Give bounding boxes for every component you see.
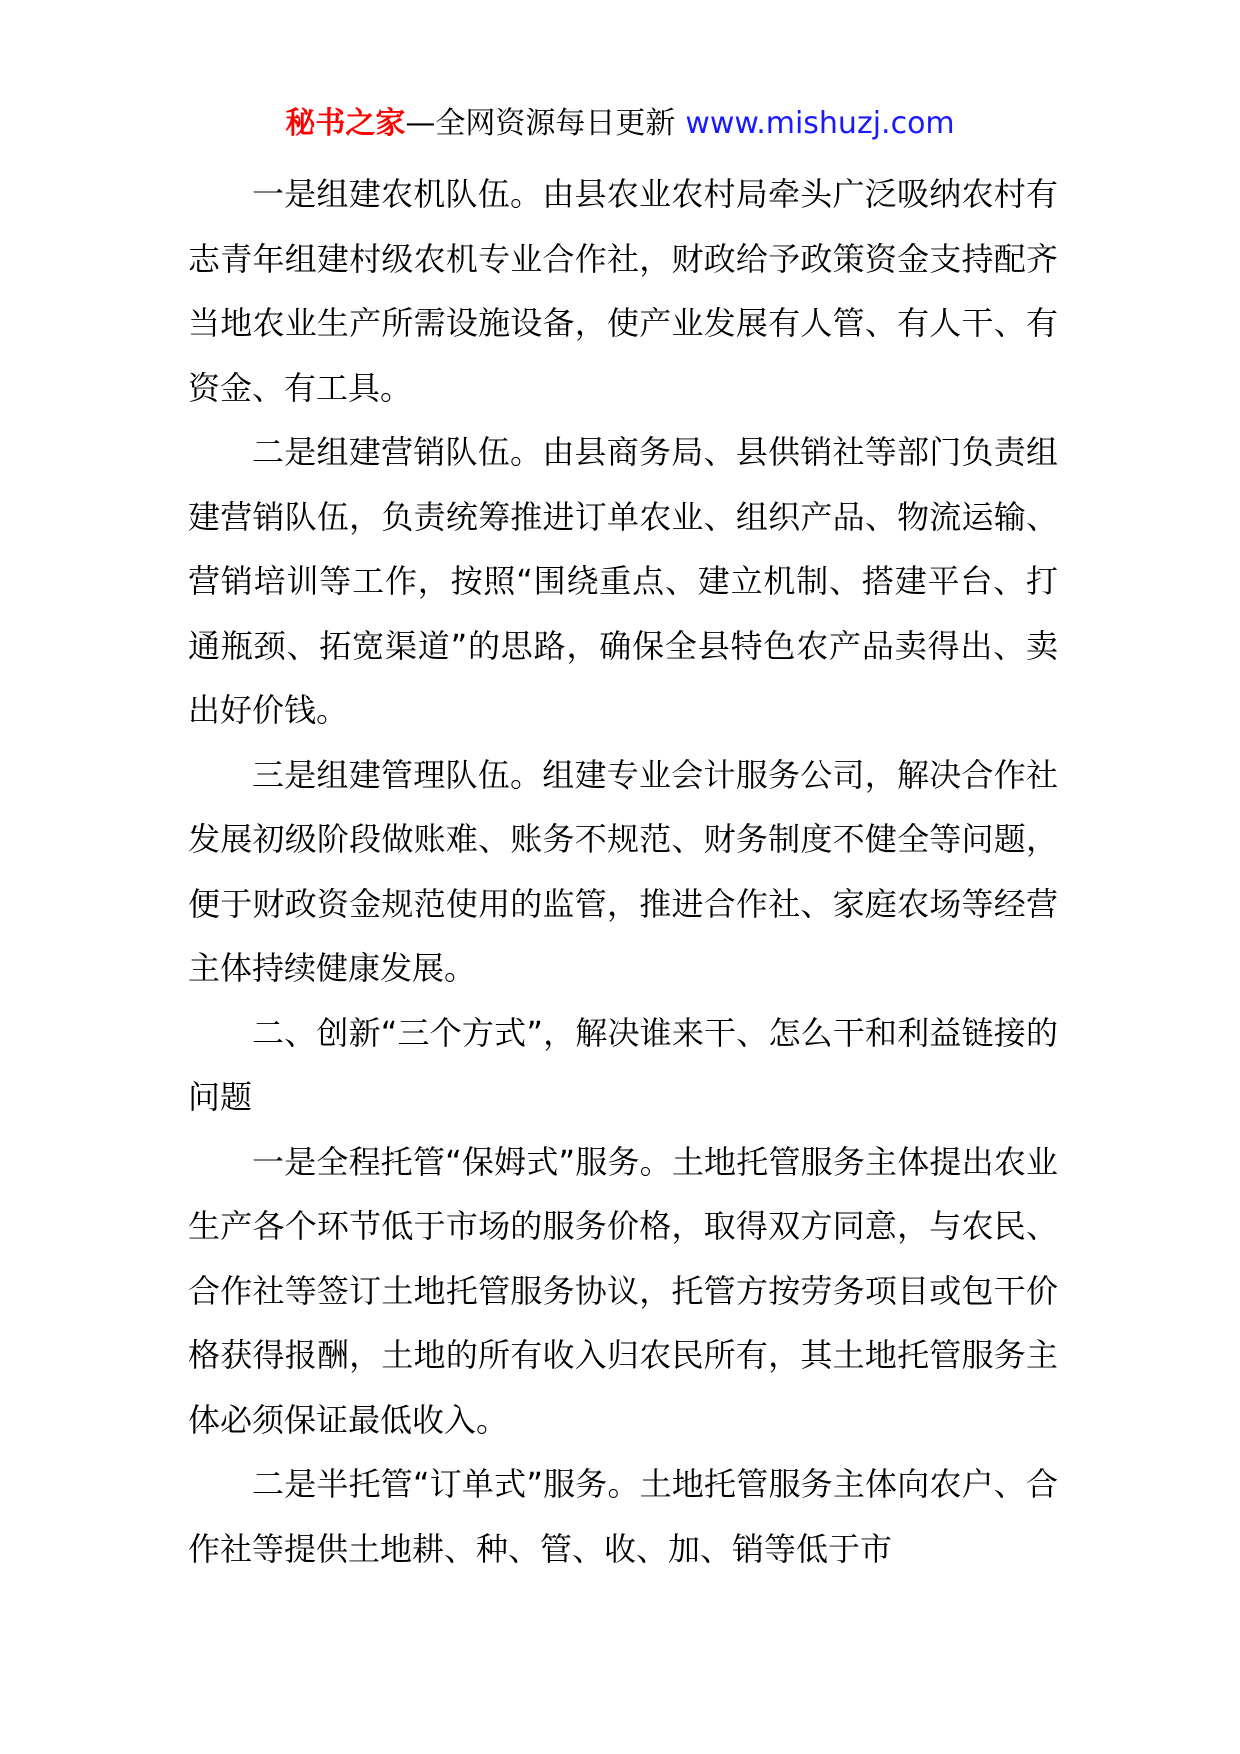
section-heading-three-methods: 二、创新“三个方式”，解决谁来干、怎么干和利益链接的问题 (188, 1013, 1058, 1116)
site-slogan: —全网资源每日更新 (405, 106, 676, 141)
document-body (188, 162, 1058, 1581)
site-brand: 秘书之家 (285, 106, 406, 141)
site-url-link[interactable]: www.mishuzj.com (685, 106, 955, 141)
site-header (0, 102, 1240, 146)
paragraph-half-custody-service: 二是半托管“订单式”服务。土地托管服务主体向农户、合作社等提供土地耕、种、管、收、加、销等低于市 (188, 1465, 1058, 1568)
paragraph-farm-machinery-team: 一是组建农机队伍。由县农业农村局牵头广泛吸纳农村有志青年组建村级农机专业合作社，财政给予政策资金支持配齐当地农业生产所需设施设备，使产业发展有人管、有人干、有资金、有工具。 (188, 175, 1058, 407)
paragraph-marketing-team: 二是组建营销队伍。由县商务局、县供销社等部门负责组建营销队伍，负责统筹推进订单农业、组织产品、物流运输、营销培训等工作，按照“围绕重点、建立机制、搭建平台、打通瓶颈、拓宽渠道”的思路，确保全县特色农产品卖得出、卖出好价钱。 (188, 433, 1058, 729)
paragraph-full-custody-service: 一是全程托管“保姆式”服务。土地托管服务主体提出农业生产各个环节低于市场的服务价格，取得双方同意，与农民、合作社等签订土地托管服务协议，托管方按劳务项目或包干价格获得报酬，土地的所有收入归农民所有，其土地托管服务主体必须保证最低收入。 (188, 1142, 1058, 1439)
paragraph-management-team: 三是组建管理队伍。组建专业会计服务公司，解决合作社发展初级阶段做账难、账务不规范、财务制度不健全等问题，便于财政资金规范使用的监管，推进合作社、家庭农场等经营主体持续健康发展。 (188, 755, 1058, 987)
